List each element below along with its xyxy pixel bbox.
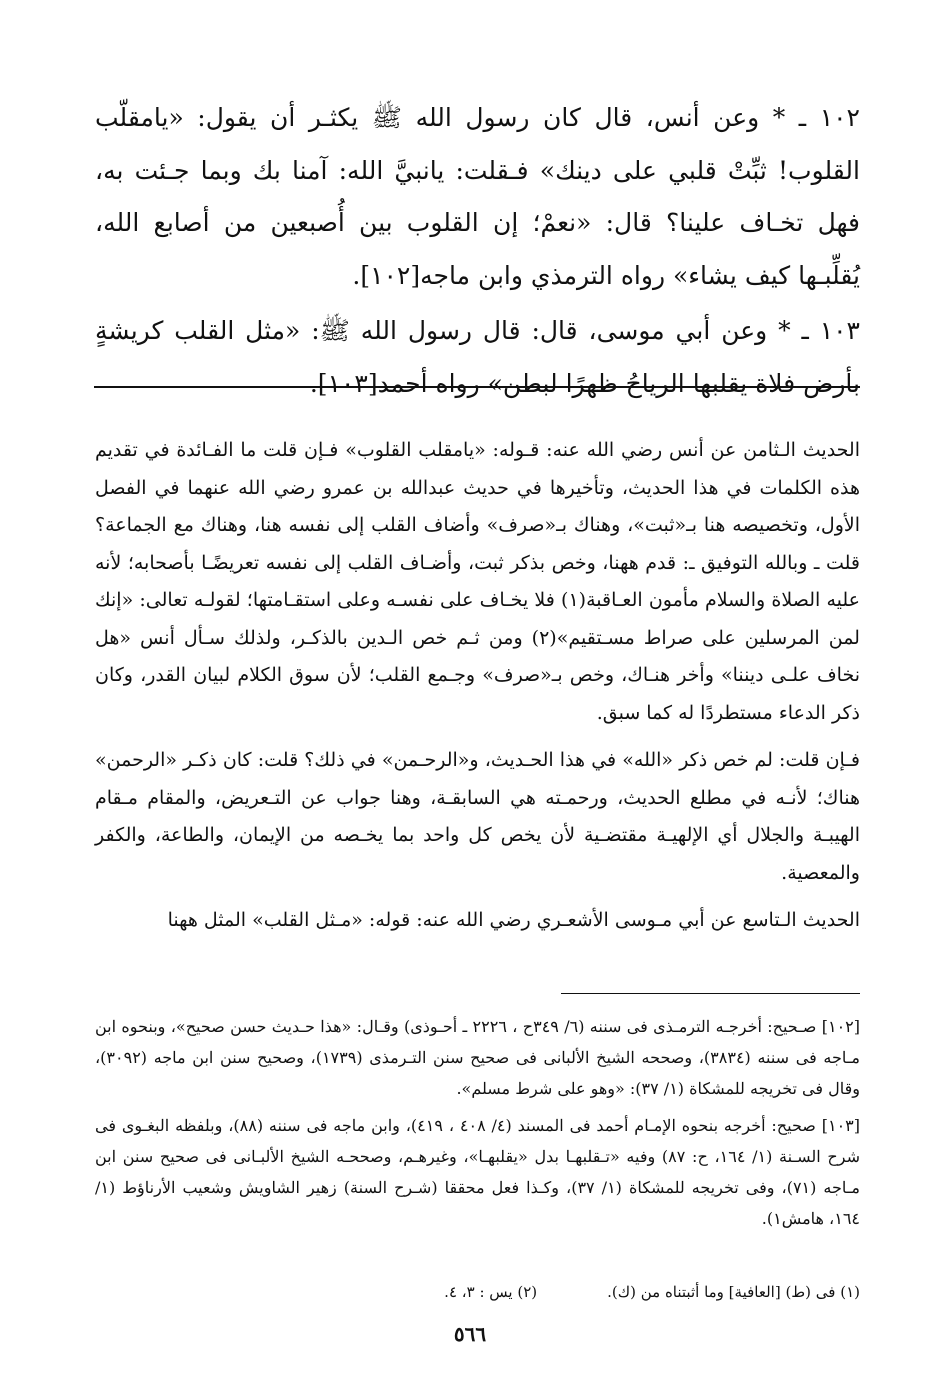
- footnote-divider: [561, 993, 860, 994]
- section-divider: [94, 386, 860, 388]
- margin-notes: [95, 1280, 860, 1304]
- hadith-text: [95, 92, 860, 410]
- hadith-103: ١٠٣ ـ * وعن أبي موسى، قال: قال رسول الله ﷺ: «مثل القلب كريشةٍ بأرض فلاة يقلبها الرياحُ ظهرًا لبطن» رواه أحمد[١٠٣].: [95, 316, 860, 398]
- note-1: (١) فى (ط) [العافية] وما أثبتناه من (ك).: [607, 1283, 860, 1301]
- commentary-paragraph: الحديث الـثامن عن أنس رضي الله عنه: قـوله: «يامقلب القلوب» فـإن قلت ما الفـائدة في تقديم هذه الكلمات في هذا الحديث، وتأخيرها في حديث عبدالله بن عمرو رضي الله عنهما في الفصل الأول، وتخصيصه هنا بـ«ثبت»، وهناك بـ«صرف» وأضاف القلب إلى نفسه هنا، وهناك مع الجماعة؟ قلت ـ وبالله التوفيق ـ: قدم ههنا، وخص بذكر ثبت، وأضـاف القلب إلى نفسه تعريضًـا بأصحابه؛ لأنه عليه الصلاة والسلام مأمون العـاقبة(١) فلا يخـاف على نفسـه وعلى استقـامتها؛ لقولـه تعالى: «إنك لمن المرسلين على صراط مسـتقيم»(٢) ومن ثـم خص الـدين بالذكـر، ولذلك سـأل أنس «هل نخاف علـى ديننا» وأخر هنـاك، وخص بـ«صرف» وجـمع القلب؛ لأن سوق الكلام لبيان القدر، وكان ذكر الدعاء مستطردًا له كما سبق.: [95, 439, 860, 724]
- page-number: ٥٦٦: [453, 1322, 487, 1346]
- footnote-103: [١٠٣] صحيح: أخرجه بنحوه الإمـام أحمد فى المسند (٤/ ٤٠٨ ، ٤١٩)، وابن ماجه فى سننه (٨٨)، وبلفظه البغـوى فى شرح السـنة (١/ ١٦٤، ح: ٨٧) وفيه «تـقلبهـا بدل «يقلبهـا»، وغيرهـم، وصححـه الشيخ الألبـانى فى صحيح سنن ابن مـاجه (٧١)، وفى تخريجه للمشكاة (١/ ٣٧)، وكـذا فعل محققا (شـرح السنة) زهير الشاويش وشعيب الأرناؤط (١/ ١٦٤، هامش١).: [95, 1116, 861, 1228]
- hadith-102: ١٠٢ ـ * وعن أنس، قال كان رسول الله ﷺ يكثـر أن يقول: «يامقلّب القلوب! ثبِّتْ قلبي على دينك» فـقلت: يانبيَّ الله: آمنا بك وبما جـئت به، فهل تخـاف علينا؟ قال: «نعمْ؛ إن القلوب بين أُصبعين من أصابع الله، يُقلِّبـها كيف يشاء» رواه الترمذي وابن ماجه[١٠٢].: [95, 103, 860, 290]
- footnote-102: [١٠٢] صـحيح: أخرجـه الترمـذى فى سننه (٦/ ٣٤٩ح ، ٢٢٢٦ ـ أحـوذى) وقـال: «هذا حـديث حسن صحيح»، وبنحوه ابن مـاجه فى سننه (٣٨٣٤)، وصححه الشيخ الألبانى فى صحيح سنن التـرمذى (١٧٣٩)، وصحيح سنن ابن ماجه (٣٠٩٢)، وقال فى تخريجه للمشكاة (١/ ٣٧): «وهو على شرط مسلم».: [95, 1017, 861, 1098]
- note-2: (٢) يس : ٣، ٤.: [444, 1283, 538, 1301]
- footnotes: [95, 1011, 860, 1234]
- commentary-paragraph: فـإن قلت: لم خص ذكر «الله» في هذا الحـديث، و«الرحـمن» في ذلك؟ قلت: كان ذكـر «الرحمن» هناك؛ لأنـه في مطلع الحديث، ورحمـته هي السابقـة، وهنا جواب عن التـعريض، والمقام مـقام الهيبـة والجلال أي الإلهيـة مقتضـية لأن يخص كل واحد بما يخـصه من الإيمان، والطاعة، والكفر والمعصية.: [95, 749, 860, 884]
- commentary-text: [95, 432, 860, 940]
- commentary-paragraph: الحديث الـتاسع عن أبي مـوسى الأشعـري رضي الله عنه: قوله: «مـثل القلب» المثل ههنا: [167, 909, 860, 931]
